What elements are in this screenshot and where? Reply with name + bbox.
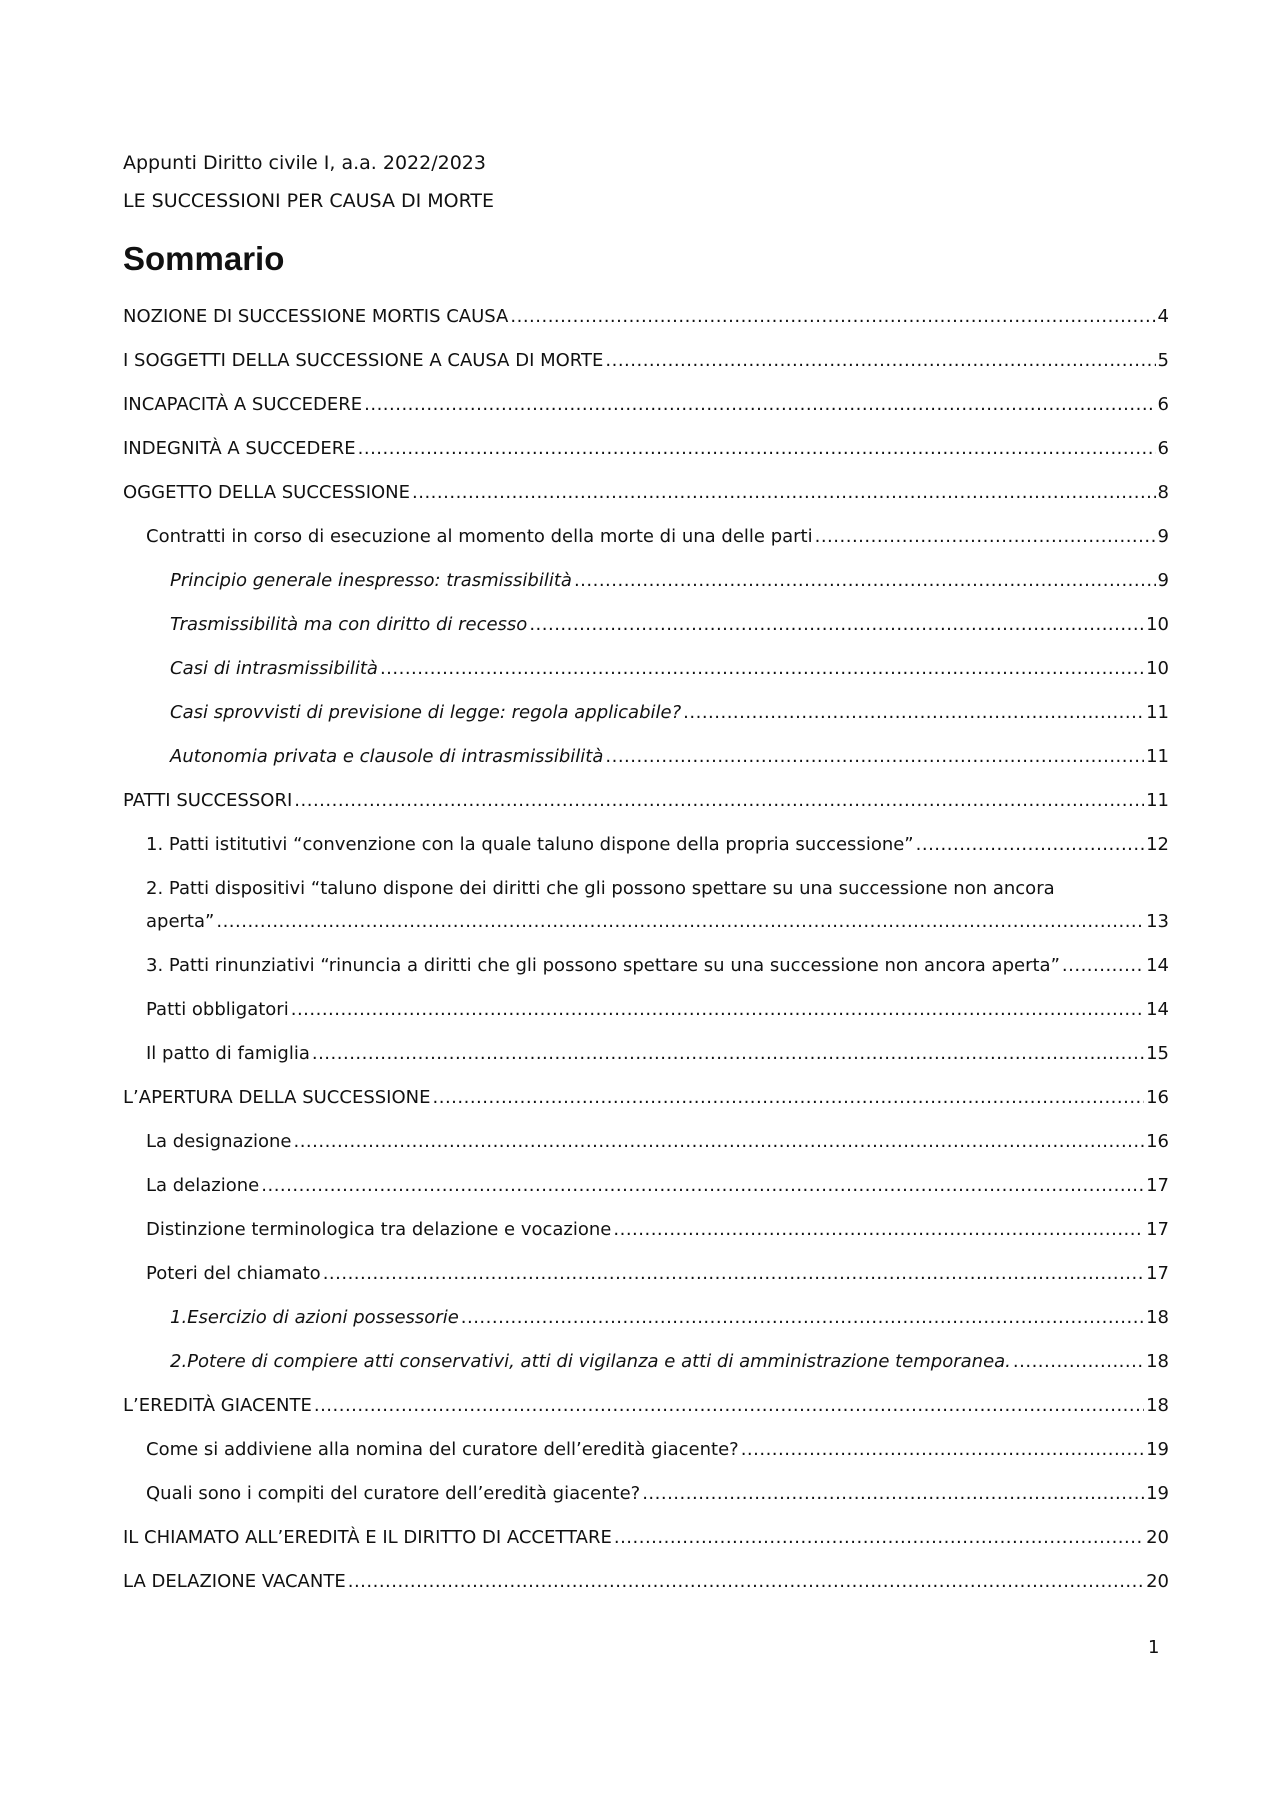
dot-leader (291, 993, 1144, 1026)
dot-leader (683, 696, 1144, 729)
toc-entry[interactable] (123, 1169, 1169, 1213)
toc-entry-page: 9 (1157, 570, 1169, 591)
dot-leader (510, 300, 1155, 333)
toc-entry-label: I SOGGETTI DELLA SUCCESSIONE A CAUSA DI MORTE (123, 350, 604, 371)
page-number: 1 (1148, 1637, 1160, 1658)
toc-entry-label: OGGETTO DELLA SUCCESSIONE (123, 482, 411, 503)
dot-leader (741, 1433, 1144, 1466)
toc-entry[interactable] (123, 949, 1169, 993)
dot-leader (1062, 949, 1144, 982)
toc-entry-page: 18 (1146, 1351, 1169, 1372)
dot-leader (348, 1565, 1144, 1598)
toc-entry[interactable] (123, 388, 1169, 432)
toc-entry-label: PATTI SUCCESSORI (123, 790, 293, 811)
toc-entry-page: 14 (1146, 999, 1169, 1020)
toc-entry-page: 12 (1146, 834, 1169, 855)
dot-leader (461, 1301, 1144, 1334)
toc-entry-label: Trasmissibilità ma con diritto di recesso (170, 614, 528, 635)
toc-entry-label: 1. Patti istitutivi “convenzione con la quale taluno dispone della propria successione” (146, 834, 914, 855)
toc-entry-page: 18 (1146, 1307, 1169, 1328)
dot-leader (605, 740, 1144, 773)
toc-entry-label: 2.Potere di compiere atti conservativi, atti di vigilanza e atti di amministrazione temporanea. (170, 1351, 1011, 1372)
toc-entry[interactable] (123, 993, 1169, 1037)
toc-entry-page: 18 (1146, 1395, 1169, 1416)
toc-entry-page: 20 (1146, 1527, 1169, 1548)
dot-leader (613, 1213, 1144, 1246)
dot-leader (216, 905, 1144, 938)
toc-entry-page: 15 (1146, 1043, 1169, 1064)
dot-leader (412, 476, 1156, 509)
dot-leader (642, 1477, 1144, 1510)
table-of-contents (123, 300, 1169, 1609)
dot-leader (916, 828, 1144, 861)
toc-entry[interactable] (123, 1389, 1169, 1433)
toc-entry-label: Principio generale inespresso: trasmissibilità (170, 570, 572, 591)
dot-leader (380, 652, 1144, 685)
toc-entry-label: INDEGNITÀ A SUCCEDERE (123, 438, 356, 459)
toc-entry-page: 9 (1157, 526, 1169, 547)
toc-entry[interactable] (123, 1125, 1169, 1169)
toc-entry-label-continued: aperta” (146, 911, 215, 932)
toc-entry-page: 8 (1157, 482, 1169, 503)
toc-entry[interactable] (123, 1477, 1169, 1521)
toc-entry-page: 6 (1157, 394, 1169, 415)
toc-entry-label: Casi sprovvisti di previsione di legge: regola applicabile? (170, 702, 682, 723)
toc-entry-label: Patti obbligatori (146, 999, 289, 1020)
toc-entry-label: Poteri del chiamato (146, 1263, 321, 1284)
toc-entry-page: 4 (1157, 306, 1169, 327)
toc-entry-label: L’EREDITÀ GIACENTE (123, 1395, 312, 1416)
document-header-course: Appunti Diritto civile I, a.a. 2022/2023 (123, 152, 486, 174)
toc-entry-label: Distinzione terminologica tra delazione e vocazione (146, 1219, 612, 1240)
toc-entry-page: 10 (1146, 614, 1169, 635)
toc-entry-page: 17 (1146, 1175, 1169, 1196)
dot-leader (314, 1389, 1144, 1422)
toc-entry-page: 11 (1146, 790, 1169, 811)
toc-entry[interactable] (123, 432, 1169, 476)
toc-entry-page: 14 (1146, 955, 1169, 976)
toc-entry[interactable] (123, 1213, 1169, 1257)
toc-entry-label: 1.Esercizio di azioni possessorie (170, 1307, 459, 1328)
toc-entry-label: NOZIONE DI SUCCESSIONE MORTIS CAUSA (123, 306, 509, 327)
toc-entry-label: INCAPACITÀ A SUCCEDERE (123, 394, 363, 415)
toc-entry-label: LA DELAZIONE VACANTE (123, 1571, 346, 1592)
toc-entry-page: 11 (1146, 702, 1169, 723)
toc-entry-page: 11 (1146, 746, 1169, 767)
toc-entry[interactable] (123, 1345, 1169, 1389)
toc-entry-page: 20 (1146, 1571, 1169, 1592)
toc-entry-label: Autonomia privata e clausole di intrasmissibilità (170, 746, 604, 767)
toc-entry[interactable] (123, 1301, 1169, 1345)
toc-entry[interactable] (123, 300, 1169, 344)
toc-entry-label: La designazione (146, 1131, 292, 1152)
toc-entry-page: 5 (1157, 350, 1169, 371)
toc-entry-label: La delazione (146, 1175, 260, 1196)
dot-leader (358, 432, 1156, 465)
toc-entry[interactable] (123, 1565, 1169, 1609)
toc-entry[interactable] (123, 696, 1169, 740)
toc-title: Sommario (123, 240, 285, 277)
dot-leader (1013, 1345, 1144, 1378)
dot-leader (605, 344, 1155, 377)
toc-entry[interactable] (123, 564, 1169, 608)
toc-entry[interactable] (123, 1521, 1169, 1565)
toc-entry-label: Contratti in corso di esecuzione al momento della morte di una delle parti (146, 526, 813, 547)
toc-entry-label: Come si addiviene alla nomina del curatore dell’eredità giacente? (146, 1439, 739, 1460)
toc-entry[interactable] (123, 784, 1169, 828)
toc-entry-label: IL CHIAMATO ALL’EREDITÀ E IL DIRITTO DI ACCETTARE (123, 1527, 612, 1548)
toc-entry[interactable] (123, 828, 1169, 872)
toc-entry-page: 16 (1146, 1087, 1169, 1108)
toc-entry[interactable] (123, 1081, 1169, 1125)
toc-entry-page: 17 (1146, 1219, 1169, 1240)
toc-entry-label: L’APERTURA DELLA SUCCESSIONE (123, 1087, 431, 1108)
toc-entry-label: 3. Patti rinunziativi “rinuncia a diritti che gli possono spettare su una successione non ancora aperta” (146, 955, 1060, 976)
dot-leader (312, 1037, 1144, 1070)
dot-leader (614, 1521, 1144, 1554)
toc-entry[interactable] (123, 1037, 1169, 1081)
toc-entry-page: 19 (1146, 1483, 1169, 1504)
dot-leader (815, 520, 1156, 553)
document-header-topic: LE SUCCESSIONI PER CAUSA DI MORTE (123, 190, 495, 212)
toc-entry[interactable] (123, 1433, 1169, 1477)
toc-entry-label: 2. Patti dispositivi “taluno dispone dei diritti che gli possono spettare su una successione non ancora (146, 878, 1055, 899)
toc-entry[interactable] (123, 608, 1169, 652)
dot-leader (529, 608, 1144, 641)
toc-entry[interactable] (123, 872, 1169, 949)
toc-entry[interactable] (123, 652, 1169, 696)
toc-entry-page: 19 (1146, 1439, 1169, 1460)
dot-leader (293, 1125, 1144, 1158)
toc-entry[interactable] (123, 1257, 1169, 1301)
toc-entry-page: 6 (1157, 438, 1169, 459)
toc-entry-page: 10 (1146, 658, 1169, 679)
toc-entry[interactable] (123, 520, 1169, 564)
dot-leader (294, 784, 1144, 817)
toc-entry-page: 13 (1146, 911, 1169, 932)
toc-entry-page: 16 (1146, 1131, 1169, 1152)
dot-leader (433, 1081, 1145, 1114)
toc-entry-label: Il patto di famiglia (146, 1043, 310, 1064)
toc-entry[interactable] (123, 740, 1169, 784)
dot-leader (574, 564, 1156, 597)
toc-entry[interactable] (123, 476, 1169, 520)
toc-entry[interactable] (123, 344, 1169, 388)
dot-leader (364, 388, 1155, 421)
dot-leader (261, 1169, 1144, 1202)
toc-entry-label: Quali sono i compiti del curatore dell’eredità giacente? (146, 1483, 641, 1504)
toc-entry-label: Casi di intrasmissibilità (170, 658, 378, 679)
dot-leader (323, 1257, 1144, 1290)
toc-entry-page: 17 (1146, 1263, 1169, 1284)
